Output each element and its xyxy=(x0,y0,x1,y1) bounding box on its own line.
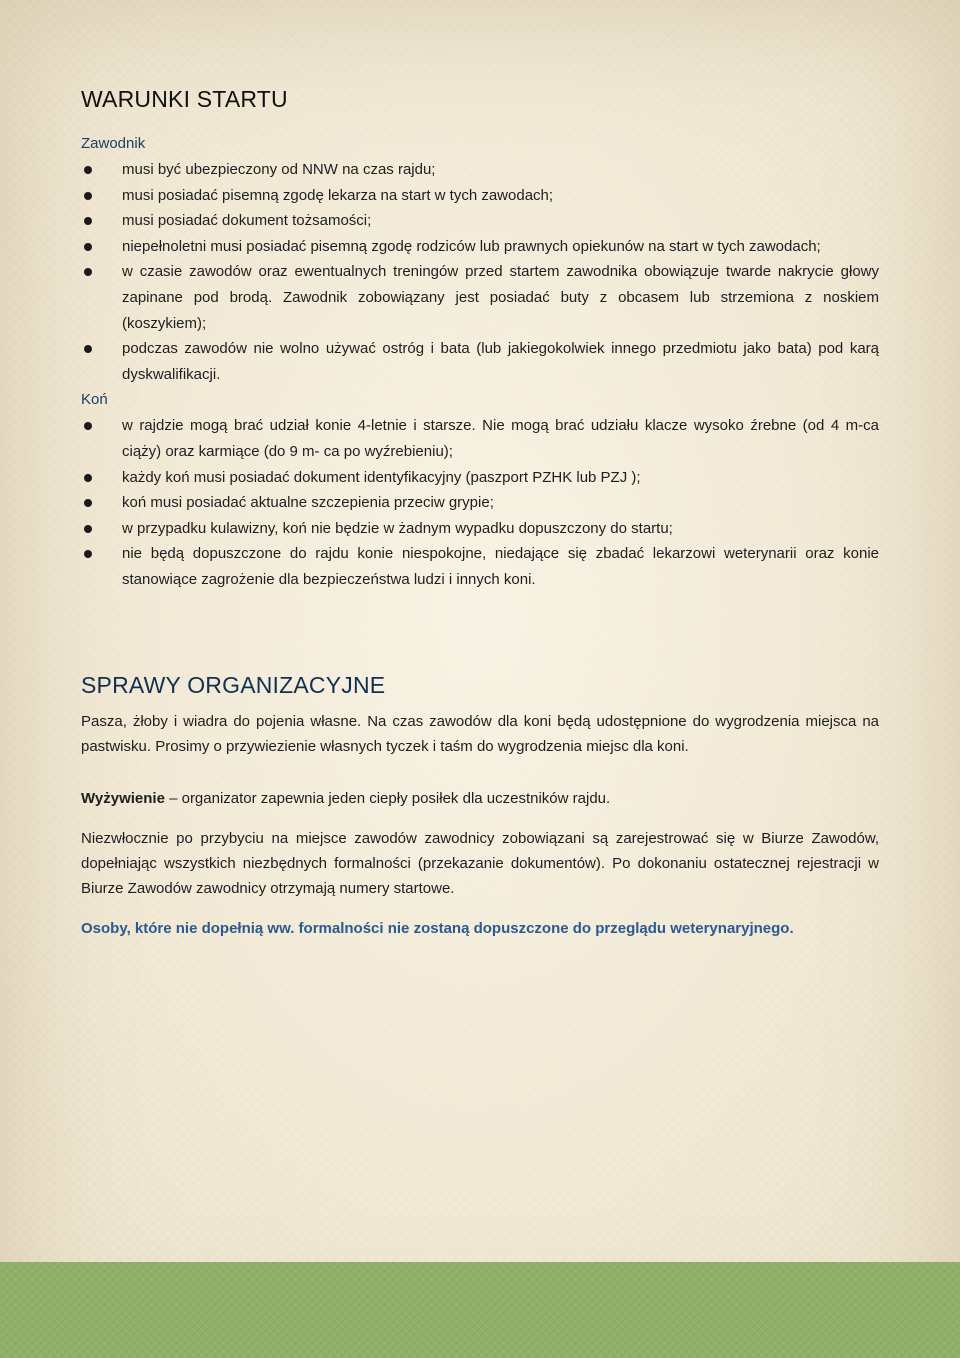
document-body xyxy=(81,84,879,941)
list-item-text: każdy koń musi posiadać dokument identyfikacyjny (paszport PZHK lub PZJ ); xyxy=(122,468,641,486)
list-item-text: w rajdzie mogą brać udział konie 4-letnie i starsze. Nie mogą brać udziału klacze wysoko źrebne (od 4 m-ca ciąży) oraz karmiące (do 9 m- ca po wyźrebieniu); xyxy=(122,417,879,460)
list-item xyxy=(81,413,879,464)
list-item xyxy=(81,465,879,491)
bullet-icon xyxy=(84,166,92,174)
list-item xyxy=(81,183,879,209)
section-title-start-conditions: WARUNKI STARTU xyxy=(81,86,288,112)
list-item-text: w czasie zawodów oraz ewentualnych treningów przed startem zawodnika obowiązuje twarde nakrycie głowy zapinane pod brodą. Zawodnik zobowiązany jest posiadać buty z obcasem lub strzemiona z noskiem (koszykiem); xyxy=(122,263,879,332)
list-item xyxy=(81,336,879,387)
paragraph-registration: Niezwłocznie po przybyciu na miejsce zawodów zawodnicy zobowiązani są zarejestrować się w Biurze Zawodów, dopełniając wszystkich niezbędnych formalności (przekazanie dokumentów). Po dokonaniu ostatecznej rejestracji w Biurze Zawodów zawodnicy otrzymają numery startowe. xyxy=(81,829,879,897)
list-item xyxy=(81,259,879,336)
list-item-text: koń musi posiadać aktualne szczepienia przeciw grypie; xyxy=(122,494,494,512)
catering-text: – organizator zapewnia jeden ciepły posiłek dla uczestników rajdu. xyxy=(164,789,611,807)
bullet-icon xyxy=(84,499,92,507)
list-item xyxy=(81,516,879,542)
paragraph-feed-and-grazing: Pasza, żłoby i wiadra do pojenia własne. Na czas zawodów dla koni będą udostępnione do wygrodzenia miejsca na pastwisku. Prosimy o przywiezienie własnych tyczek i taśm do wygrodzenia miejsc dla koni. xyxy=(81,712,879,755)
notice-veterinary-check: Osoby, które nie dopełnią ww. formalności nie zostaną dopuszczone do przeglądu weterynaryjnego. xyxy=(81,919,794,937)
bullet-icon xyxy=(84,268,92,276)
list-item-text: niepełnoletni musi posiadać pisemną zgodę rodziców lub prawnych opiekunów na start w tych zawodach; xyxy=(122,237,821,255)
list-item-text: musi posiadać dokument tożsamości; xyxy=(122,212,372,230)
list-item-text: nie będą dopuszczone do rajdu konie niespokojne, niedające się zbadać lekarzowi weterynarii oraz konie stanowiące zagrożenie dla bezpieczeństwa ludzi i innych koni. xyxy=(122,545,879,588)
list-item-text: musi posiadać pisemną zgodę lekarza na start w tych zawodach; xyxy=(122,186,554,204)
bullet-icon xyxy=(84,525,92,533)
bullet-icon xyxy=(84,217,92,225)
catering-label: Wyżywienie xyxy=(81,789,165,807)
horse-requirements-list xyxy=(81,413,879,592)
list-item xyxy=(81,208,879,234)
section-title-organizational-matters: SPRAWY ORGANIZACYJNE xyxy=(81,671,386,698)
subheading-horse: Koń xyxy=(81,391,108,409)
footer-green-band xyxy=(0,1262,960,1358)
bullet-icon xyxy=(84,243,92,251)
list-item-text: w przypadku kulawizny, koń nie będzie w żadnym wypadku dopuszczony do startu; xyxy=(122,519,673,537)
bullet-icon xyxy=(84,192,92,200)
list-item-text: podczas zawodów nie wolno używać ostróg i bata (lub jakiegokolwiek innego przedmiotu jako bata) pod karą dyskwalifikacji. xyxy=(122,340,879,383)
bullet-icon xyxy=(84,550,92,558)
subheading-rider: Zawodnik xyxy=(81,135,146,152)
bullet-icon xyxy=(84,474,92,482)
list-item-text: musi być ubezpieczony od NNW na czas rajdu; xyxy=(122,161,436,178)
rider-requirements-list xyxy=(81,157,879,387)
bullet-icon xyxy=(84,422,92,430)
list-item xyxy=(81,490,879,516)
list-item xyxy=(81,234,879,260)
list-item xyxy=(81,157,879,183)
list-item xyxy=(81,541,879,592)
bullet-icon xyxy=(84,345,92,353)
paragraph-catering xyxy=(81,786,879,811)
